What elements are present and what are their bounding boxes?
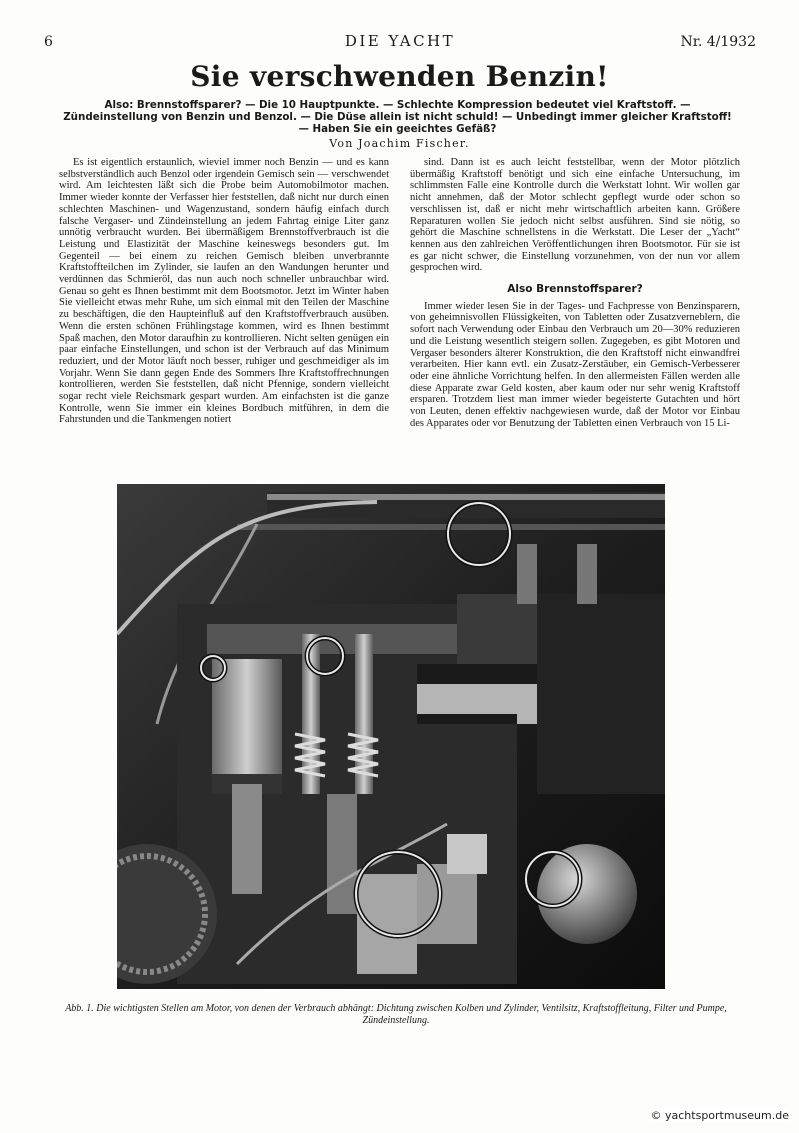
body-paragraph: sind. Dann ist es auch leicht feststellbar, wenn der Motor plötzlich übermäßig Kraftstoff benötigt und sich eine einfache Untersuchung, im schlimmsten Falle eine Kontrolle durch die Werkstatt lohnt. Wir wollen gar nicht annehmen, daß der Motor schlecht gepflegt wurde oder schon so verschlissen ist, daß er nicht mehr wirtschaftlich arbeiten kann. Größere Reparaturen wollen Sie jedoch nicht selbst ausführen. Sind sie nötig, so gehört die Maschine schnellstens in die Werkstatt. Die Leser der „Yacht“ kennen aus den zahlreichen Veröffentlichungen ihren Bootsmotor. Für sie ist es gar nicht schwer, die Einstellung vorzunehmen, von der nun vor allem gesprochen wird. (410, 157, 740, 274)
article-author: Von Joachim Fischer. (329, 137, 470, 150)
section-heading: Also Brennstoffsparer? (507, 283, 643, 296)
figure-caption: Abb. 1. Die wichtigsten Stellen am Motor, von denen der Verbrauch abhängt: Dichtung zwischen Kolben und Zylinder, Ventilsitz, Kraftstoffleitung, Filter und Pumpe, Zündeinstellung. (65, 1003, 727, 1026)
issue-number: Nr. 4/1932 (680, 34, 756, 50)
body-paragraph: Es ist eigentlich erstaunlich, wieviel immer noch Benzin — und es kann selbstverständlich auch Benzol oder irgendein Gemisch sein — verschwendet wird. Am leichtesten läßt sich die Probe beim Automobilmotor machen. Immer wieder konnte der Verfasser hier feststellen, daß nicht nur durch einen schlechten Maschinen- und Wagenzustand, sondern häufig einfach durch falsche Vergaser- und Zündeinstellung an jedem Fahrtag einige Liter ganz unnötig verbraucht wurden. Bei übermäßigem Brennstoffverbrauch ist die Leistung und Elastizität der Maschine keineswegs besonders gut. Im Gegenteil — bei einem zu reichen Gemisch bleiben unverbrannte Kraftstoffteilchen im Zylinder, sie laufen an den Wandungen herunter und verdünnen das Schmieröl, das nun auch noch schneller unbrauchbar wird. Genau so geht es Ihnen bestimmt mit dem Bootsmotor. Jetzt im Winter haben Sie vielleicht etwas mehr Ruhe, um sich einmal mit den Teilen der Maschine zu beschäftigen, die den Haupteinfluß auf den Kraftstoffverbrauch ausüben. Wenn die ersten schönen Frühlingstage kommen, wird es Ihnen bestimmt Spaß machen, den Motor daraufhin zu kontrollieren. Nicht selten genügen ein paar einfache Einstellungen, und schon ist der Verbrauch auf das Minimum reduziert, und der Motor läuft noch besser, ruhiger und geschmeidiger als im Vorjahr. Wenn Sie dann gegen Ende des Sommers Ihre Kraftstoffrechnungen kontrollieren, werden Sie feststellen, daß nicht Pfennige, sondern vielleicht sogar recht viele Reichsmark gespart wurden. Am einfachsten ist die ganze Kontrolle, wenn Sie immer ein kleines Bordbuch mitführen, in dem die Fahrstunden und die Tankmengen notiert (59, 157, 389, 426)
page-header (44, 32, 756, 52)
watermark: © yachtsportmuseum.de (650, 1109, 789, 1122)
body-paragraph: Immer wieder lesen Sie in der Tages- und Fachpresse von Benzinsparern, von geheimnisvollen Flüssigkeiten, von Tabletten oder Zusatzverneblern, die sofort nach Verwendung oder Einbau den Verbrauch um 20—30% reduzieren und die Leistung wesentlich steigern sollen. Zugegeben, es gibt Motoren und Vergaser besonders älterer Konstruktion, die den Kraftstoff nicht einwandfrei verarbeiten. Hier kann evtl. ein Zusatz-Zerstäuber, ein Gemisch-Verbesserer oder eine ähnliche Vorrichtung helfen. In den allermeisten Fällen werden alle diese Apparate zwar Geld kosten, aber kaum oder nur sehr wenig Kraftstoff ersparen. Trotzdem liest man immer wieder begeisterte Gutachten und hört von Leuten, denen effektiv nachgewiesen wurde, daß der Motor vor Einbau des Apparates oder vor Benutzung der Tabletten einen Verbrauch von 15 Li- (410, 300, 740, 429)
engine-illustration (117, 484, 665, 989)
page-number: 6 (44, 34, 53, 50)
engine-photo (117, 484, 665, 989)
article-title: Sie verschwenden Benzin! (190, 60, 609, 93)
right-column (410, 157, 740, 429)
left-column (59, 157, 389, 426)
article-subtitle: Also: Brennstoffsparer? — Die 10 Hauptpunkte. — Schlechte Kompression bedeutet viel Kraftstoff. — Zündeinstellung von Benzin und Benzol. — Die Düse allein ist nicht schuld! — Unbedingt immer gleicher Kraftstoff! — Haben Sie ein geeichtes Gefäß? (63, 99, 732, 135)
magazine-name: DIE YACHT (344, 32, 456, 50)
